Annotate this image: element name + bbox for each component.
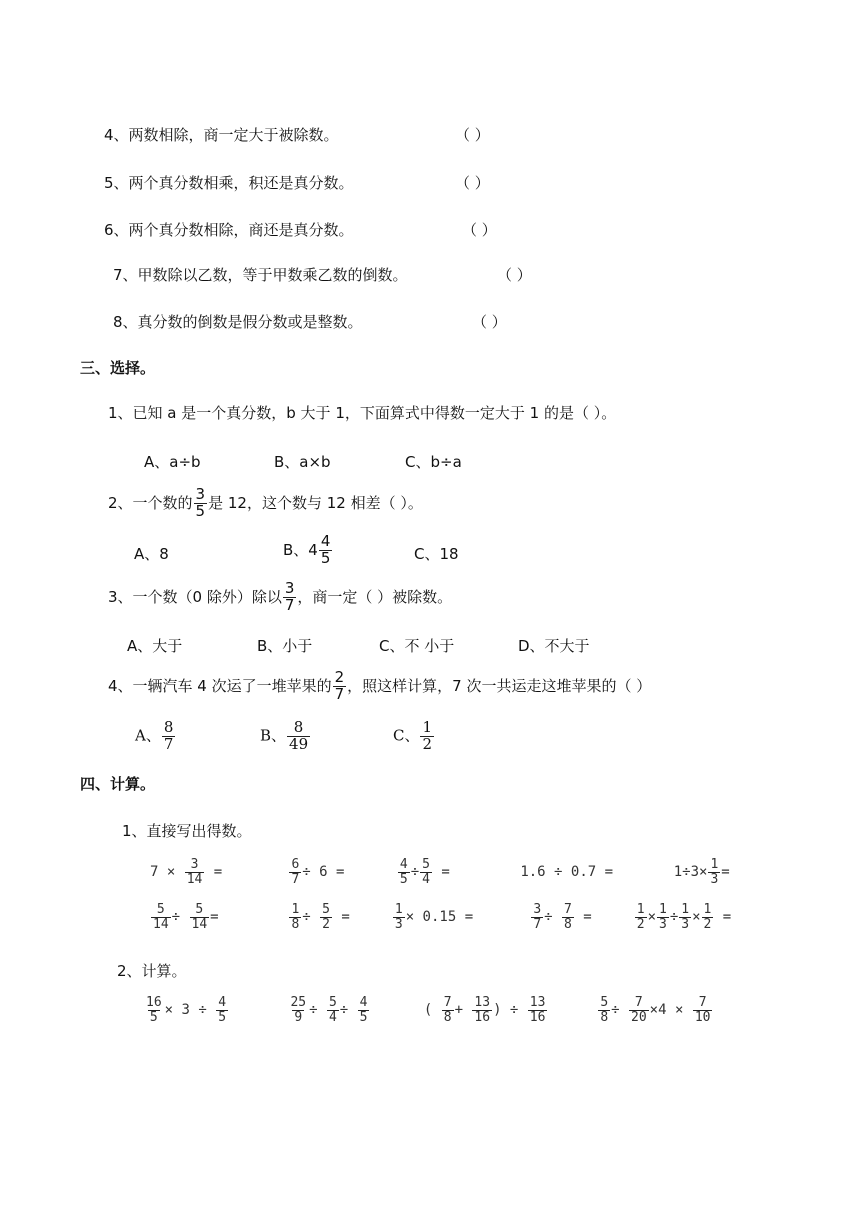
fraction-1-2: $\frac{1}{2}$: [422, 718, 433, 753]
q1-option-b[interactable]: B、a×b: [274, 453, 331, 471]
fraction-2-7: $\frac{2}{7}$: [334, 668, 345, 703]
compute-row: $\frac{16}{5}$ × 3 ÷ $\frac{4}{5}$ $\frac{25}{9}$ ÷ $\frac{5}{4}$ ÷ $\frac{4}{5}$ ( $\frac{7}{8}$ + $\frac{13}{16}$ ) ÷ $\frac{13}{16}$ $\frac{5}{8}$ ÷ $\frac{7}{20}$ ×4 × $\frac{7}{10}$: [146, 995, 711, 1025]
judgment-7: [113, 264, 408, 285]
judgment-4: [104, 124, 339, 145]
q3-option-b[interactable]: B、小于: [257, 637, 313, 655]
q2-option-a[interactable]: A、8: [134, 545, 169, 563]
direct-calc-row-1: 7 × $\frac{3}{14}$ = $\frac{6}{7}$ ÷ 6 = $\frac{4}{5}$ ÷ $\frac{5}{4}$ = 1.6 ÷ 0.7 = 1÷3× $\frac{1}{3}$ =: [150, 857, 730, 887]
q2-option-b[interactable]: B、4 $\frac{4}{5}$: [283, 532, 331, 567]
judgment-text: 5、两个真分数相乘，积还是真分数。: [104, 174, 354, 192]
question-3-4: 4、一辆汽车 4 次运了一堆苹果的 $\frac{2}{7}$ ，照这样计算，7 次一共运走这堆苹果的（ ）: [108, 668, 652, 703]
judgment-text: 4、两数相除，商一定大于被除数。: [104, 126, 339, 144]
q4-option-b[interactable]: B、 $\frac{8}{49}$: [260, 718, 309, 753]
subsection-4-2: 2、计算。: [117, 962, 187, 980]
judgment-8: [113, 311, 363, 332]
q1-option-c[interactable]: C、b÷a: [405, 453, 462, 471]
judgment-4-blank[interactable]: （ ）: [455, 126, 490, 144]
fraction-8-7: $\frac{8}{7}$: [163, 718, 174, 753]
q3-option-d[interactable]: D、不大于: [518, 637, 590, 655]
q3-option-a[interactable]: A、大于: [127, 637, 183, 655]
judgment-8-blank[interactable]: （ ）: [472, 313, 507, 331]
q3-option-c[interactable]: C、不 小于: [379, 637, 455, 655]
judgment-5: [104, 172, 354, 193]
judgment-text: 7、甲数除以乙数，等于甲数乘乙数的倒数。: [113, 266, 408, 284]
fraction-3-7: $\frac{3}{7}$: [284, 579, 295, 614]
section-4-title: 四、计算。: [80, 775, 156, 793]
question-3-3: 3、一个数（0 除外）除以 $\frac{3}{7}$ ，商一定（ ）被除数。: [108, 579, 453, 614]
direct-calc-row-2: $\frac{5}{14}$ ÷ $\frac{5}{14}$ = $\frac{1}{8}$ ÷ $\frac{5}{2}$ = $\frac{1}{3}$ × 0.15 = $\frac{3}{7}$ ÷ $\frac{7}{8}$ = $\frac{1}{2}$ × $\frac{1}{3}$ ÷ $\frac{1}{3}$ × $\frac{1}{2}$ =: [153, 902, 732, 932]
q4-option-c[interactable]: C、 $\frac{1}{2}$: [393, 718, 433, 753]
judgment-text: 6、两个真分数相除，商还是真分数。: [104, 221, 354, 239]
question-3-2: 2、一个数的 $\frac{3}{5}$ 是 12，这个数与 12 相差（ ）。: [108, 485, 423, 520]
q2-option-c[interactable]: C、18: [414, 545, 459, 563]
fraction-4-5: $\frac{4}{5}$: [320, 532, 331, 567]
subsection-4-1: 1、直接写出得数。: [122, 822, 252, 840]
question-3-1: 1、已知 a 是一个真分数，b 大于 1，下面算式中得数一定大于 1 的是（ ）。: [108, 404, 617, 422]
q1-option-a[interactable]: A、a÷b: [144, 453, 201, 471]
judgment-text: 8、真分数的倒数是假分数或是整数。: [113, 313, 363, 331]
judgment-6-blank[interactable]: （ ）: [462, 221, 497, 239]
q4-option-a[interactable]: A、 $\frac{8}{7}$: [135, 718, 174, 753]
judgment-5-blank[interactable]: （ ）: [455, 174, 490, 192]
section-3-title: 三、选择。: [80, 359, 156, 377]
fraction-3-5: $\frac{3}{5}$: [195, 485, 206, 520]
judgment-7-blank[interactable]: （ ）: [497, 266, 532, 284]
fraction-8-49: $\frac{8}{49}$: [289, 718, 309, 753]
judgment-6: [104, 219, 354, 240]
